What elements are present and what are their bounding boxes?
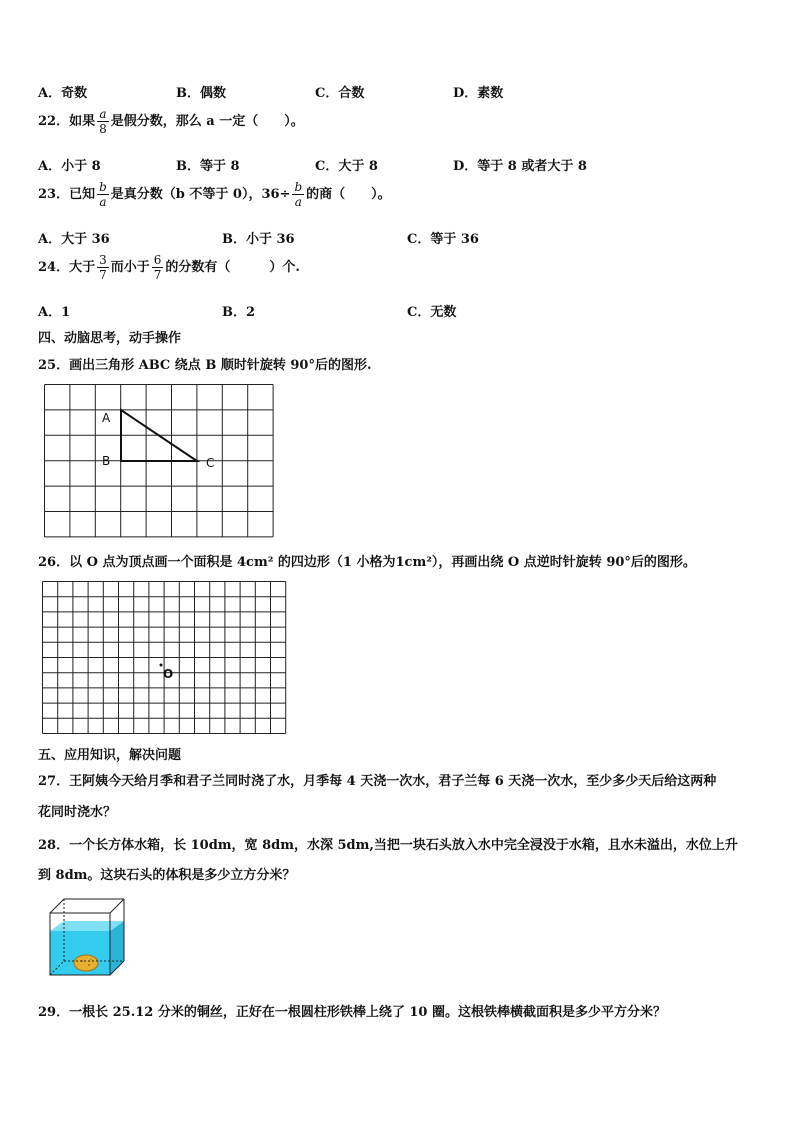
label-b: B <box>102 454 111 468</box>
q22-option-b: B．等于 8 <box>176 159 240 174</box>
q25-grid-diagram <box>40 382 276 542</box>
question-29: 29．一根长 25.12 分米的铜丝，正好在一根圆柱形铁棒上绕了 10 圈。这根铁棒横截面积是多少平方分米？ <box>38 1005 666 1020</box>
q21-option-b: B．偶数 <box>176 86 226 101</box>
stone-spot <box>90 958 92 960</box>
q23-option-c: C．等于 36 <box>407 232 479 247</box>
question-26: 26．以 O 点为顶点画一个面积是 4cm² 的四边形（1 小格为1cm²），再画出绕 O 点逆时针旋转 90°后的图形。 <box>38 555 696 570</box>
section-5-heading: 五、应用知识，解决问题 <box>38 748 182 763</box>
q23-prefix: 23．已知 <box>38 187 96 202</box>
q26-grid-diagram <box>40 579 300 737</box>
question-23 <box>38 181 391 208</box>
q23-fraction-1: $\frac{b}{a}$ <box>99 180 107 209</box>
section-4-heading: 四、动脑思考，动手操作 <box>38 331 182 346</box>
q24-option-b: B．2 <box>222 305 256 320</box>
question-28-line-2: 到 8dm。这块石头的体积是多少立方分米？ <box>38 868 296 883</box>
q24-fraction-2: $\frac{6}{7}$ <box>153 253 162 282</box>
label-o: O <box>163 667 174 681</box>
question-24 <box>38 254 300 281</box>
q22-fraction: $\frac{a}{8}$ <box>99 107 107 136</box>
q23-option-a: A．大于 36 <box>38 232 110 247</box>
q21-option-d: D．素数 <box>453 86 504 101</box>
question-22 <box>38 108 304 135</box>
label-a: A <box>102 411 111 425</box>
q26-grid-lines <box>43 582 286 734</box>
q23-fraction-2: $\frac{b}{a}$ <box>294 180 303 209</box>
q21-option-a: A．奇数 <box>38 86 88 101</box>
q21-option-c: C．合数 <box>315 86 365 101</box>
q22-option-c: C．大于 8 <box>315 159 378 174</box>
q23-middle: 是真分数（b 不等于 0），36÷ <box>110 187 291 202</box>
water-tank-diagram <box>46 895 128 979</box>
q22-option-d: D．等于 8 或者大于 8 <box>453 159 587 174</box>
label-c: C <box>206 456 215 470</box>
question-27-line-1: 27．王阿姨今天给月季和君子兰同时浇了水，月季每 4 天浇一次水，君子兰每 6 天浇一次水，至少多少天后给这两种 <box>38 774 717 789</box>
stone <box>74 955 98 971</box>
q24-suffix: 的分数有（ ）个. <box>165 260 300 275</box>
question-27-line-2: 花同时浇水？ <box>38 805 117 820</box>
stone-spot <box>88 964 90 966</box>
q24-middle: 而小于 <box>110 260 150 275</box>
q24-prefix: 24．大于 <box>38 260 96 275</box>
q22-suffix: 是假分数，那么 a 一定（ ）。 <box>110 114 304 129</box>
q23-suffix: 的商（ ）。 <box>306 187 391 202</box>
q22-option-a: A．小于 8 <box>38 159 101 174</box>
q23-option-b: B．小于 36 <box>222 232 295 247</box>
q24-option-c: C．无数 <box>407 305 457 320</box>
q24-option-a: A．1 <box>38 305 71 320</box>
q22-prefix: 22．如果 <box>38 114 96 129</box>
question-28-line-1: 28．一个长方体水箱，长 10dm，宽 8dm，水深 5dm,当把一块石头放入水中完全浸没于水箱，且水未溢出，水位上升 <box>38 838 738 853</box>
q24-fraction-1: $\frac{3}{7}$ <box>99 253 107 282</box>
question-25: 25．画出三角形 ABC 绕点 B 顺时针旋转 90°后的图形. <box>38 358 372 373</box>
